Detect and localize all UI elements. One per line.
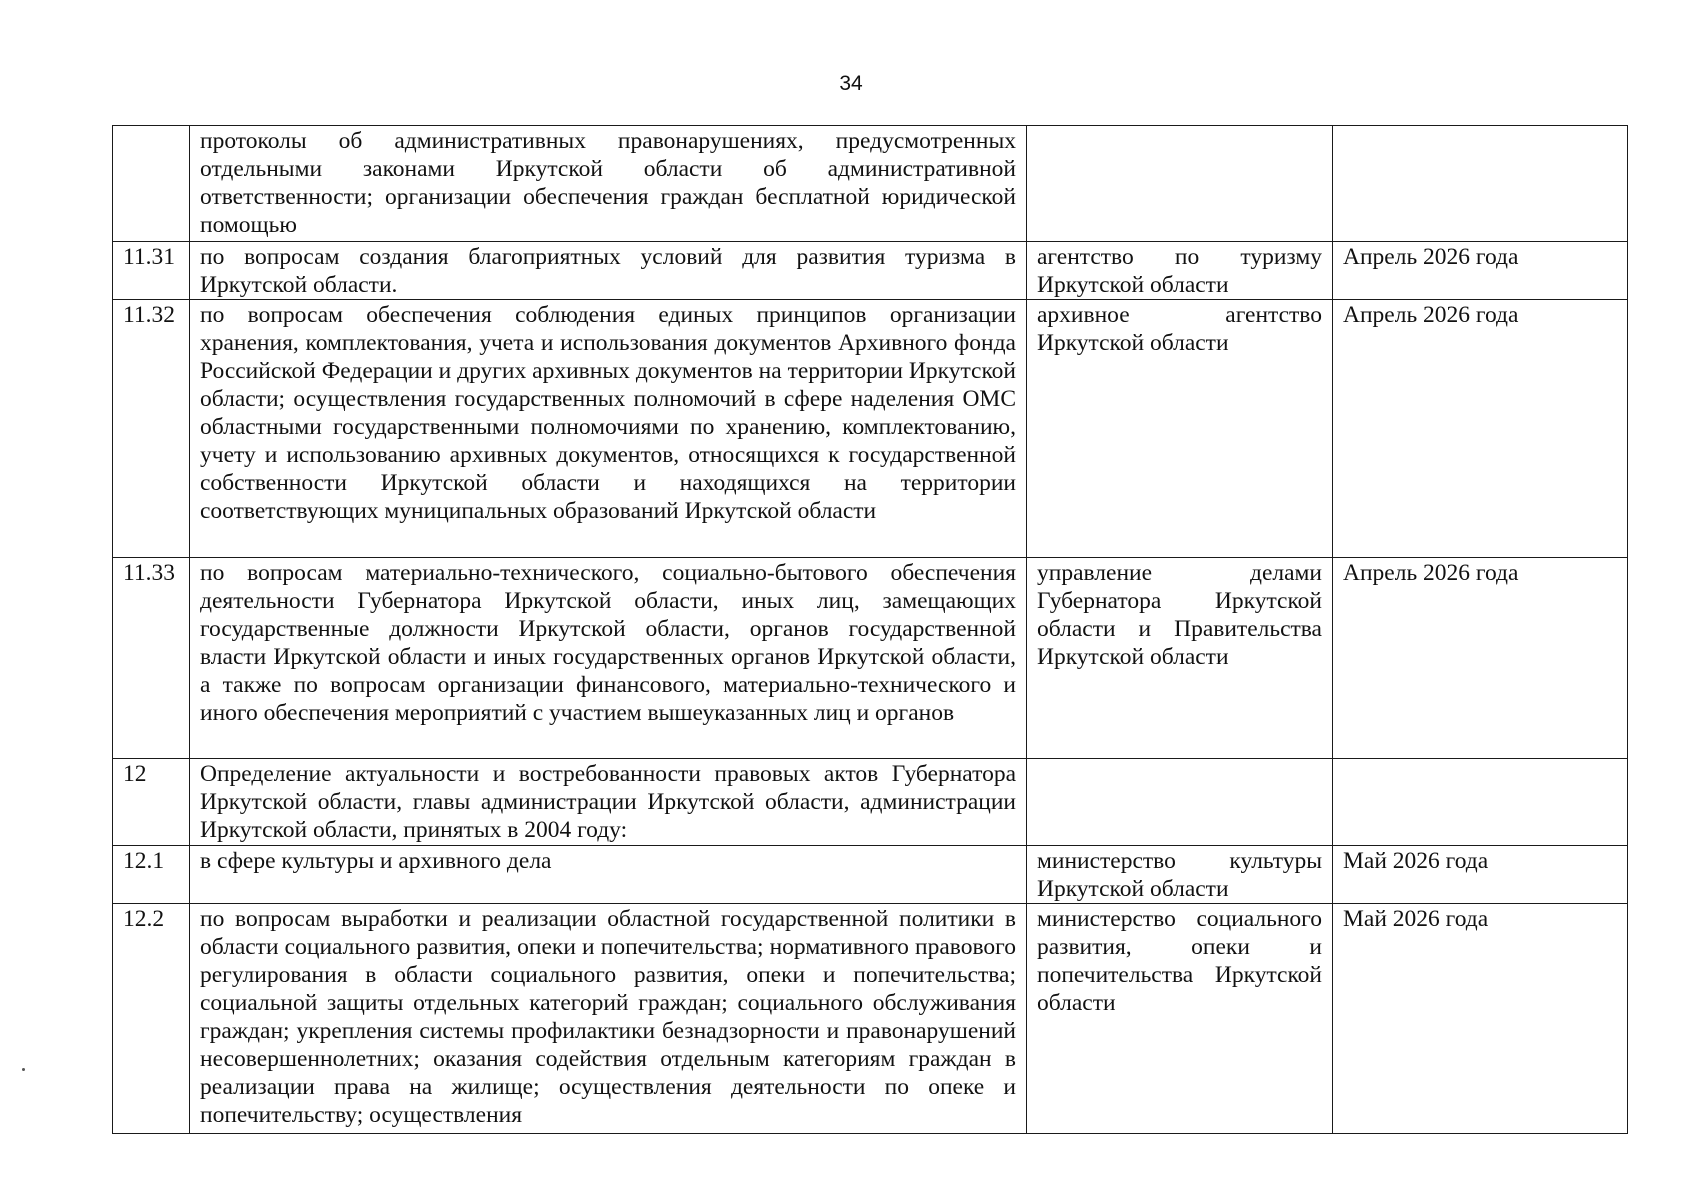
row-number: 12 (113, 759, 190, 846)
row-deadline: Апрель 2026 года (1333, 300, 1628, 558)
row-description: по вопросам создания благоприятных условий для развития туризма в Иркутской области. (190, 242, 1027, 300)
row-description: по вопросам материально-технического, социально-бытового обеспечения деятельности Губернатора Иркутской области, иных лиц, замещающих государственные должности Иркутской области, органов государственной власти Иркутской области и иных государственных органов Иркутской области, а также по вопросам организации финансового, материально-технического и иного обеспечения мероприятий с участием вышеуказанных лиц и органов (190, 558, 1027, 759)
row-description: по вопросам выработки и реализации областной государственной политики в области социального развития, опеки и попечительства; нормативного правового регулирования в области социального развития, опеки и попечительства; социальной защиты отдельных категорий граждан; социального обслуживания граждан; укрепления системы профилактики безнадзорности и правонарушений несовершеннолетних; оказания содействия отдельным категориям граждан в реализации права на жилище; осуществления деятельности по опеке и попечительству; осуществления (190, 904, 1027, 1134)
table-row (113, 558, 1628, 759)
row-responsible: архивное агентство Иркутской области (1027, 300, 1333, 558)
table-row (113, 126, 1628, 242)
row-description: Определение актуальности и востребованности правовых актов Губернатора Иркутской области, главы администрации Иркутской области, администрации Иркутской области, принятых в 2004 году: (190, 759, 1027, 846)
table-row (113, 242, 1628, 300)
row-responsible (1027, 759, 1333, 846)
row-responsible: министерство культуры Иркутской области (1027, 846, 1333, 904)
row-number: 11.31 (113, 242, 190, 300)
plan-table (112, 125, 1628, 1134)
row-deadline (1333, 759, 1628, 846)
row-number: 12.2 (113, 904, 190, 1134)
row-deadline: Апрель 2026 года (1333, 242, 1628, 300)
row-number: 11.33 (113, 558, 190, 759)
table-row (113, 846, 1628, 904)
row-responsible: министерство социального развития, опеки и попечительства Иркутской области (1027, 904, 1333, 1134)
row-number (113, 126, 190, 242)
row-deadline: Май 2026 года (1333, 904, 1628, 1134)
scan-speck (22, 1068, 25, 1071)
row-description: по вопросам обеспечения соблюдения единых принципов организации хранения, комплектования, учета и использования документов Архивного фонда Российской Федерации и других архивных документов на территории Иркутской области; осуществления государственных полномочий в сфере наделения ОМС областными государственными полномочиями по хранению, комплектованию, учету и использованию архивных документов, относящихся к государственной собственности Иркутской области и находящихся на территории соответствующих муниципальных образований Иркутской области (190, 300, 1027, 558)
row-deadline: Май 2026 года (1333, 846, 1628, 904)
row-description: в сфере культуры и архивного дела (190, 846, 1027, 904)
row-description: протоколы об административных правонарушениях, предусмотренных отдельными законами Иркутской области об административной ответственности; организации обеспечения граждан бесплатной юридической помощью (190, 126, 1027, 242)
row-responsible: управление делами Губернатора Иркутской области и Правительства Иркутской области (1027, 558, 1333, 759)
row-number: 12.1 (113, 846, 190, 904)
table-row (113, 904, 1628, 1134)
table-row (113, 300, 1628, 558)
table-row (113, 759, 1628, 846)
row-number: 11.32 (113, 300, 190, 558)
row-responsible: агентство по туризму Иркутской области (1027, 242, 1333, 300)
page-number: 34 (839, 72, 863, 95)
row-deadline (1333, 126, 1628, 242)
row-deadline: Апрель 2026 года (1333, 558, 1628, 759)
row-responsible (1027, 126, 1333, 242)
